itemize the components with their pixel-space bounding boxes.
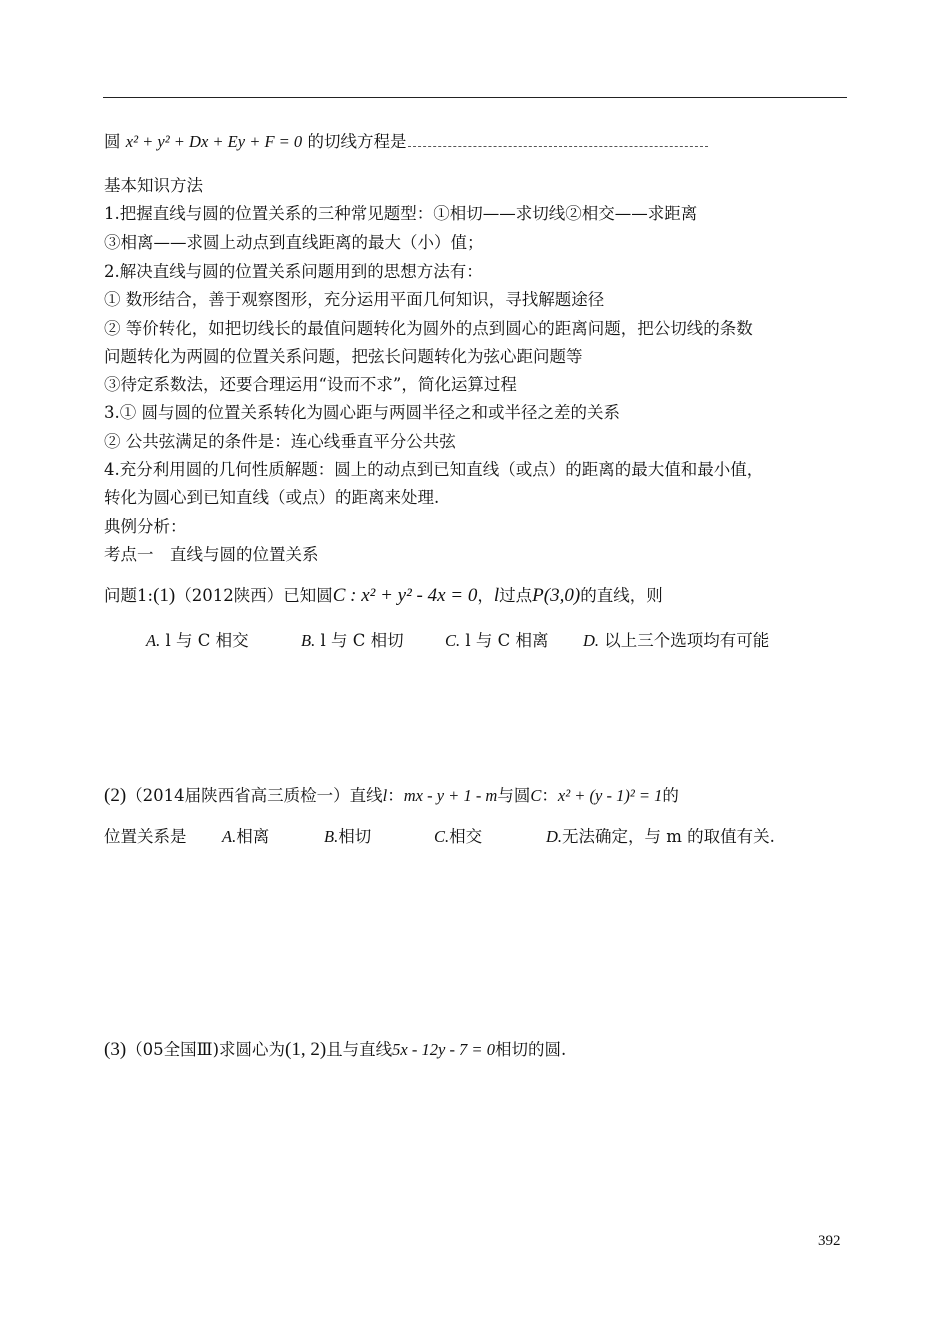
- q1-point: P(3,0): [532, 585, 581, 606]
- q-prefix: 圆: [104, 132, 121, 151]
- answer-blank: [408, 132, 708, 147]
- q1-through: 过点: [499, 586, 533, 605]
- q2-option-a[interactable]: A.相离: [222, 827, 270, 846]
- q2-relation-label: 位置关系是: [104, 827, 187, 846]
- q2-line-2: [104, 826, 824, 850]
- q2-number: (2): [104, 785, 127, 806]
- knowledge-line-7: ③待定系数法，还要合理运用“设而不求”，简化运算过程: [104, 375, 517, 394]
- q2-line-equation: mx - y + 1 - m: [403, 786, 498, 805]
- knowledge-line-5: ② 等价转化，如把切线长的最值问题转化为圆外的点到圆心的距离问题，把公切线的条数: [104, 319, 753, 338]
- q2-option-c[interactable]: C.相交: [434, 827, 483, 846]
- q3-number: (3): [104, 1039, 127, 1060]
- q1-line-symbol: l: [493, 585, 500, 606]
- header-rule: [103, 97, 847, 98]
- q1-source: （2012陕西）已知圆: [175, 586, 333, 605]
- knowledge-line-6: 问题转化为两圆的位置关系问题，把弦长问题转化为弦心距问题等: [104, 347, 583, 366]
- q1-option-a[interactable]: A. l 与 C 相交: [146, 631, 249, 650]
- q2-source: （2014届陕西省高三质检一）直线: [126, 786, 383, 805]
- knowledge-line-9: ② 公共弦满足的条件是：连心线垂直平分公共弦: [104, 432, 456, 451]
- knowledge-title: 基本知识方法: [104, 176, 203, 195]
- knowledge-line-10: 4.充分利用圆的几何性质解题：圆上的动点到已知直线（或点）的距离的最大值和最小值，: [104, 460, 764, 479]
- knowledge-line-1: 1.把握直线与圆的位置关系的三种常见题型：①相切——求切线②相交——求距离: [104, 204, 698, 223]
- page-number: 392: [818, 1233, 841, 1249]
- q1-option-c[interactable]: C. l 与 C 相离: [445, 631, 549, 650]
- q2-line-symbol: l: [382, 786, 388, 805]
- q1-options: [0, 627, 950, 651]
- question-1: [104, 585, 663, 607]
- topic-1-title: 考点一 直线与圆的位置关系: [104, 545, 319, 564]
- knowledge-line-8: 3.① 圆与圆的位置关系转化为圆心距与两圆半径之和或半径之差的关系: [104, 403, 620, 422]
- q1-circle-equation: C : x² + y² - 4x = 0: [332, 585, 478, 606]
- q1-number: (1): [153, 585, 176, 606]
- q1-comma: ，: [477, 586, 494, 605]
- question-2: (2)（2014届陕西省高三质检一）直线l：mx - y + 1 - m与圆C：x² + (y - 1)² = 1的: [104, 785, 679, 806]
- q2-circle-equation: x² + (y - 1)² = 1: [557, 786, 663, 805]
- q2-option-b[interactable]: B.相切: [324, 827, 372, 846]
- tangent-question: [104, 131, 708, 153]
- knowledge-line-11: 转化为圆心到已知直线（或点）的距离来处理.: [104, 488, 440, 507]
- q1-option-b[interactable]: B. l 与 C 相切: [301, 631, 404, 650]
- q-suffix: 的切线方程是: [307, 132, 407, 151]
- question-3: (3)（05全国Ⅲ)求圆心为(1, 2)且与直线5x - 12y - 7 = 0相切的圆.: [104, 1039, 567, 1060]
- q3-source: （05全国Ⅲ)求圆心为: [126, 1040, 286, 1059]
- q2-circle-symbol: C: [530, 786, 542, 805]
- knowledge-line-2: ③相离——求圆上动点到直线距离的最大（小）值；: [104, 233, 484, 252]
- q3-line-equation: 5x - 12y - 7 = 0: [392, 1040, 495, 1059]
- knowledge-line-3: 2.解决直线与圆的位置关系问题用到的思想方法有：: [104, 262, 483, 281]
- q1-option-d[interactable]: D. 以上三个选项均有可能: [583, 631, 770, 650]
- q1-label: 问题1:: [104, 586, 154, 605]
- examples-title: 典例分析：: [104, 517, 187, 536]
- q3-center-point: (1, 2): [285, 1039, 327, 1060]
- circle-equation: x² + y² + Dx + Ey + F = 0: [125, 132, 303, 151]
- q2-option-d[interactable]: D.无法确定，与 m 的取值有关.: [546, 827, 775, 846]
- q1-suffix: 的直线，则: [580, 586, 663, 605]
- knowledge-line-4: ① 数形结合，善于观察图形，充分运用平面几何知识，寻找解题途径: [104, 290, 605, 309]
